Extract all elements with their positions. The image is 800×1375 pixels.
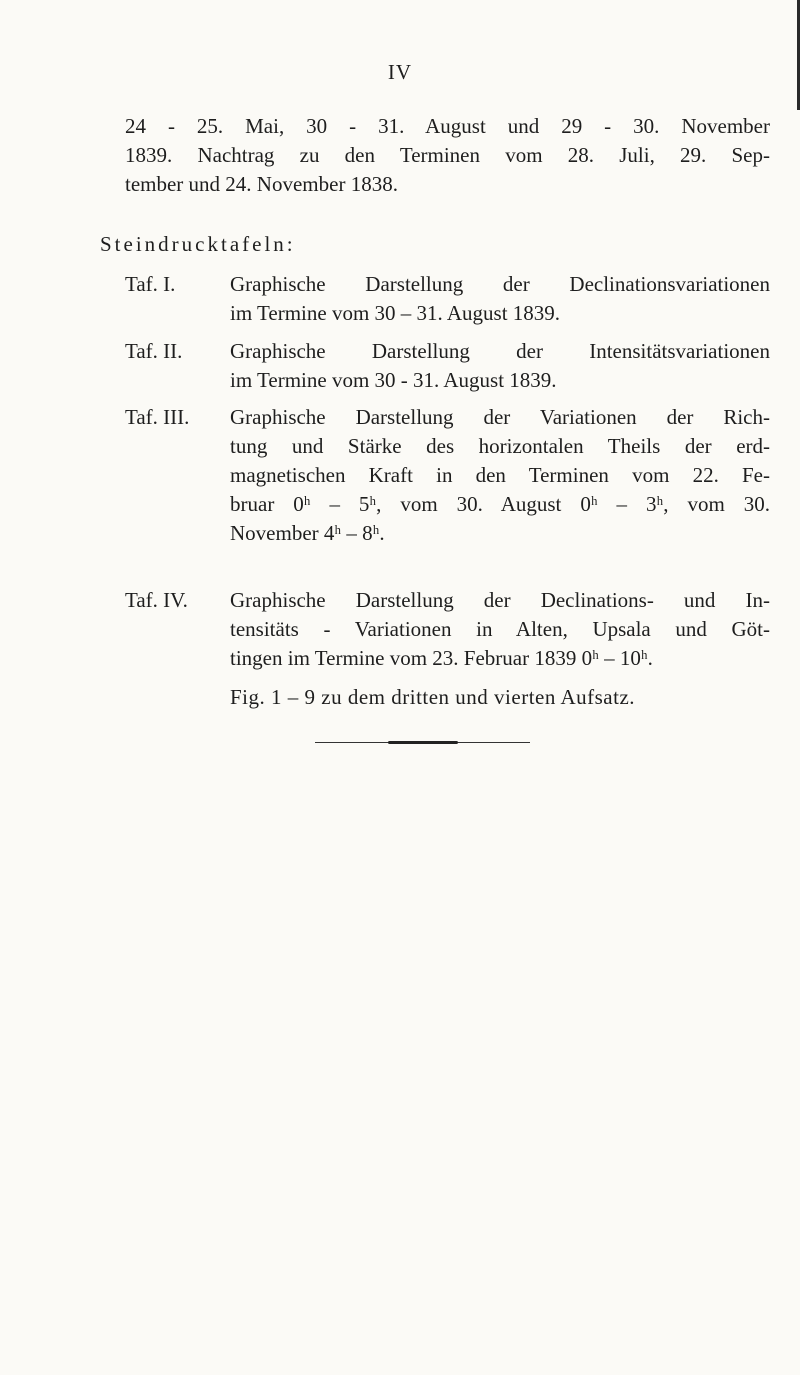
text-line: tung und Stärke des horizontalen Theils der erd- xyxy=(230,434,770,458)
text-line: im Termine vom 30 - 31. August 1839. xyxy=(230,368,557,392)
text-line: November 4ʰ – 8ʰ. xyxy=(230,521,385,545)
text-line: 24 - 25. Mai, 30 - 31. August und 29 - 30. November xyxy=(125,114,770,138)
text-line: Graphische Darstellung der Variationen der Rich- xyxy=(230,405,770,429)
plate-description xyxy=(230,270,770,328)
plate-label: Taf. I. xyxy=(125,272,176,296)
text-line: tensitäts - Variationen in Alten, Upsala und Göt- xyxy=(230,617,770,641)
text-line: bruar 0ʰ – 5ʰ, vom 30. August 0ʰ – 3ʰ, vom 30. xyxy=(230,492,770,516)
section-heading: Steindrucktafeln: xyxy=(100,232,296,256)
plate-description xyxy=(230,586,770,673)
text-line: Graphische Darstellung der Intensitätsvariationen xyxy=(230,339,770,363)
plate-label: Taf. II. xyxy=(125,339,183,363)
section-divider-ornament xyxy=(388,741,458,744)
text-line: tingen im Termine vom 23. Februar 1839 0ʰ – 10ʰ. xyxy=(230,646,653,670)
text-line: Graphische Darstellung der Declinations- und In- xyxy=(230,588,770,612)
plate-label: Taf. III. xyxy=(125,405,190,429)
plate-description xyxy=(230,403,770,548)
text-line: Graphische Darstellung der Declinationsvariationen xyxy=(230,272,770,296)
page-number: IV xyxy=(387,60,413,84)
text-line: im Termine vom 30 – 31. August 1839. xyxy=(230,301,561,325)
text-line: tember und 24. November 1838. xyxy=(125,172,398,196)
plate-label: Taf. IV. xyxy=(125,588,188,612)
figures-note: Fig. 1 – 9 zu dem dritten und vierten Aufsatz. xyxy=(230,685,636,709)
text-line: 1839. Nachtrag zu den Terminen vom 28. Juli, 29. Sep- xyxy=(125,143,770,167)
plate-description xyxy=(230,337,770,395)
intro-paragraph xyxy=(125,112,770,199)
text-line: magnetischen Kraft in den Terminen vom 22. Fe- xyxy=(230,463,770,487)
